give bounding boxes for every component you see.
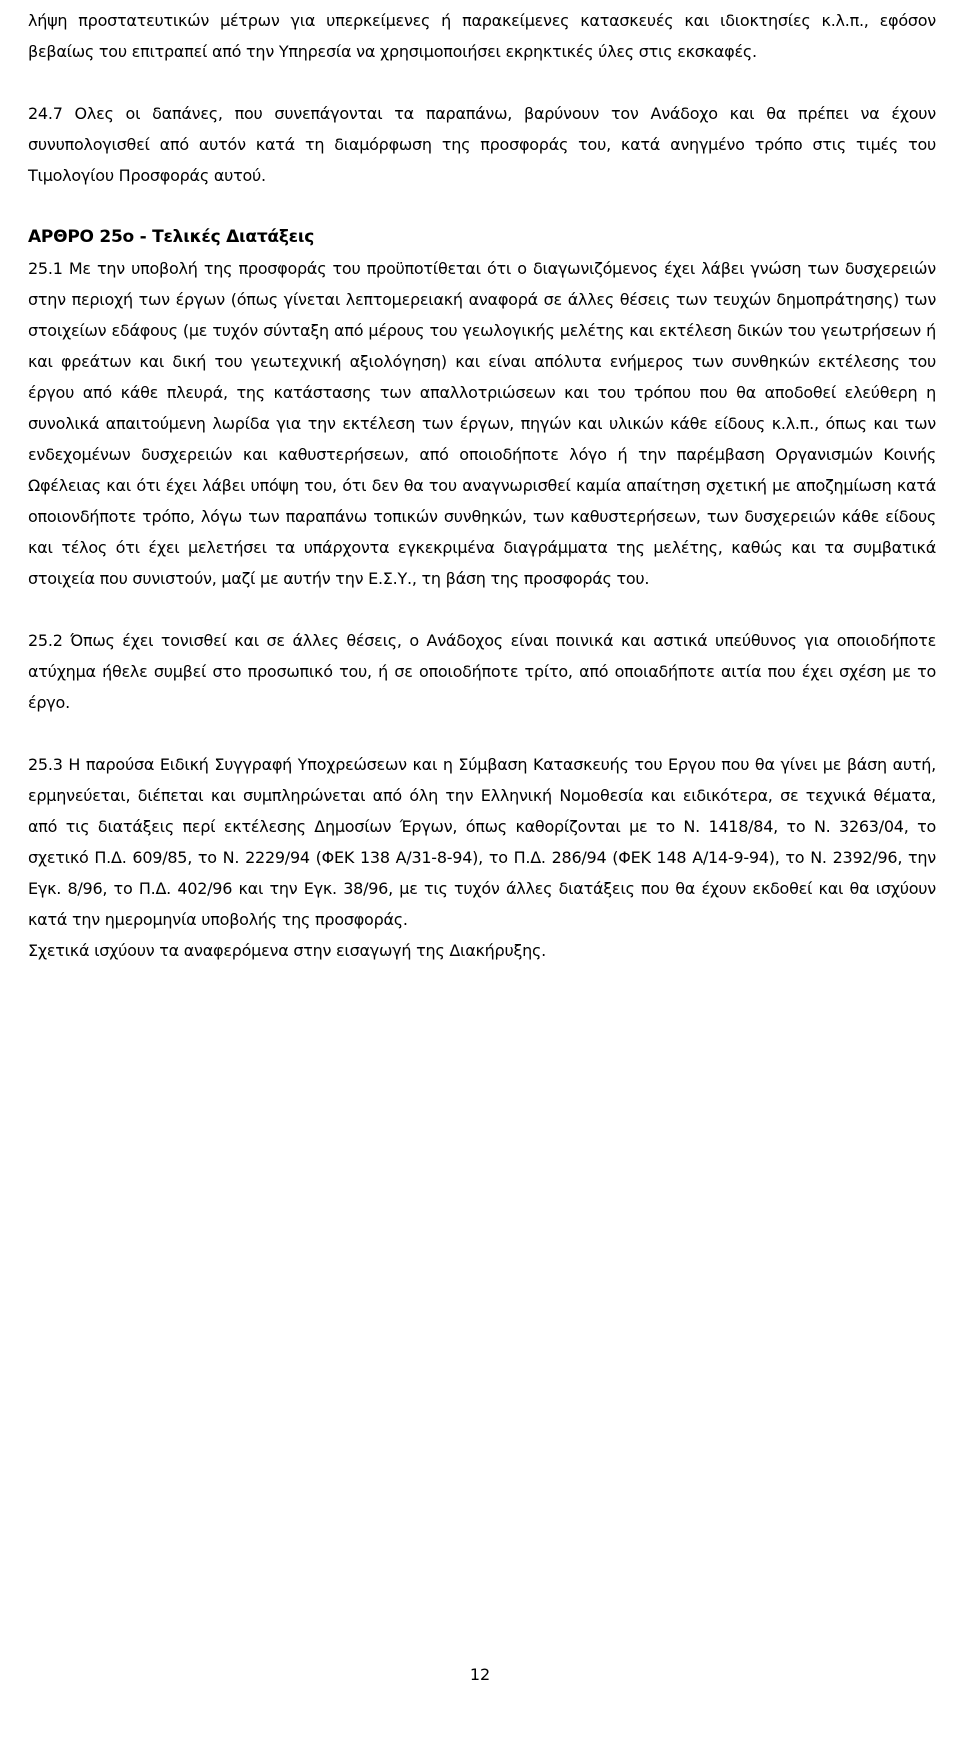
paragraph-spacer	[28, 718, 936, 749]
paragraph-spacer	[28, 67, 936, 98]
paragraph-25-2: 25.2 Όπως έχει τονισθεί και σε άλλες θέσεις, ο Ανάδοχος είναι ποινικά και αστικά υπεύθυνος για οποιοδήποτε ατύχημα ήθελε συμβεί στο προσωπικό του, ή σε οποιοδήποτε τρίτο, από οποιαδήποτε αιτία που έχει σχέση με το έργο.	[28, 631, 936, 712]
paragraph-spacer	[28, 191, 936, 222]
paragraph-spacer	[28, 594, 936, 625]
paragraph-24-7: 24.7 Ολες οι δαπάνες, που συνεπάγονται τα παραπάνω, βαρύνουν τον Ανάδοχο και θα πρέπει να έχουν συνυπολογισθεί από αυτόν κατά τη διαμόρφωση της προσφοράς του, κατά ανηγμένο τρόπο στις τιμές του Τιμολογίου Προσφοράς αυτού.	[28, 104, 936, 185]
closing-line: Σχετικά ισχύουν τα αναφερόμενα στην εισαγωγή της Διακήρυξης.	[28, 941, 547, 960]
article-heading: ΑΡΘΡΟ 25ο - Τελικές Διατάξεις	[28, 227, 315, 247]
carryover-paragraph: λήψη προστατευτικών μέτρων για υπερκείμενες ή παρακείμενες κατασκευές και ιδιοκτησίες κ.λ.π., εφόσον βεβαίως του επιτραπεί από την Υπηρεσία να χρησιμοποιήσει εκρηκτικές ύλες στις εκσκαφές.	[28, 11, 936, 61]
paragraph-25-3: 25.3 Η παρούσα Ειδική Συγγραφή Υποχρεώσεων και η Σύμβαση Κατασκευής του Εργου που θα γίνει με βάση αυτή, ερμηνεύεται, διέπεται και συμπληρώνεται από όλη την Ελληνική Νομοθεσία και ειδικότερα, σε τεχνικά θέματα, από τις διατάξεις περί εκτέλεσης Δημοσίων Έργων, όπως καθορίζονται με το Ν. 1418/84, το Ν. 3263/04, το σχετικό Π.Δ. 609/85, το Ν. 2229/94 (ΦΕΚ 138 Α/31-8-94), το Π.Δ. 286/94 (ΦΕΚ 148 Α/14-9-94), το Ν. 2392/96, την Εγκ. 8/96, το Π.Δ. 402/96 και την Εγκ. 38/96, με τις τυχόν άλλες διατάξεις που θα έχουν εκδοθεί και θα ισχύουν κατά την ημερομηνία υποβολής της προσφοράς.	[28, 755, 936, 929]
document-body	[28, 5, 936, 966]
page-number: 12	[469, 1665, 491, 1684]
paragraph-25-1: 25.1 Με την υποβολή της προσφοράς του προϋποτίθεται ότι ο διαγωνιζόμενος έχει λάβει γνώση των δυσχερειών στην περιοχή των έργων (όπως γίνεται λεπτομερειακή αναφορά σε άλλες θέσεις των τευχών δημοπράτησης) των στοιχείων εδάφους (με τυχόν σύνταξη από μέρους του γεωλογικής μελέτης και εκτέλεση δικών του γεωτρήσεων ή και φρεάτων και δική του γεωτεχνική αξιολόγηση) και είναι απόλυτα ενήμερος των συνθηκών εκτέλεσης του έργου από κάθε πλευρά, της κατάστασης των απαλλοτριώσεων και του τρόπου που θα αποδοθεί ελεύθερη η συνολικά απαιτούμενη λωρίδα για την εκτέλεση των έργων, πηγών και υλικών κάθε είδους κ.λ.π., όπως και των ενδεχομένων δυσχερειών και καθυστερήσεων, από οποιοδήποτε λόγο ή την παρέμβαση Οργανισμών Κοινής Ωφέλειας και ότι έχει λάβει υπόψη του, ότι δεν θα του αναγνωρισθεί καμία απαίτηση σχετική με αποζημίωση κατά οποιονδήποτε τρόπο, λόγω των παραπάνω τοπικών συνθηκών, των καθυστερήσεων, των δυσχερειών κάθε είδους και τέλος ότι έχει μελετήσει τα υπάρχοντα εγκεκριμένα διαγράμματα της μελέτης, καθώς και τα συμβατικά στοιχεία που συνιστούν, μαζί με αυτήν την Ε.Σ.Υ., τη βάση της προσφοράς του.	[28, 259, 936, 588]
